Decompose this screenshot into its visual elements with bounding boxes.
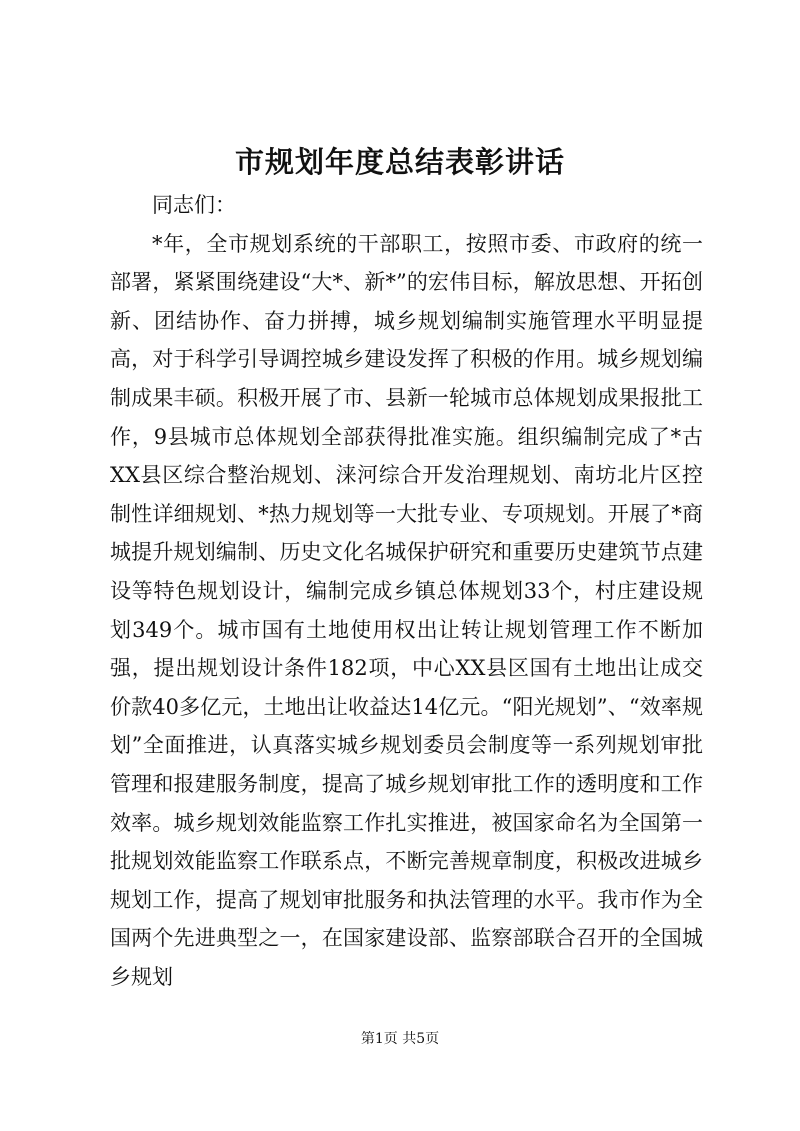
page-number-footer: 第1页 共5页	[360, 1031, 440, 1047]
body-paragraph: *年，全市规划系统的干部职工，按照市委、市政府的统一部署，紧紧围绕建设“大*、新*”的宏伟目标，解放思想、开拓创新、团结协作、奋力拼搏，城乡规划编制实施管理水平明显提高，对于科学引导调控城乡建设发挥了积极的作用。城乡规划编制成果丰硕。积极开展了市、县新一轮城市总体规划成果报批工作，9县城市总体规划全部获得批准实施。组织编制完成了*古XX县区综合整治规划、涞河综合开发治理规划、南坊北片区控制性详细规划、*热力规划等一大批专业、专项规划。开展了*商城提升规划编制、历史文化名城保护研究和重要历史建筑节点建设等特色规划设计，编制完成乡镇总体规划33个，村庄建设规划349个。城市国有土地使用权出让转让规划管理工作不断加强，提出规划设计条件182项，中心XX县区国有土地出让成交价款40多亿元，土地出让收益达14亿元。“阳光规划”、“效率规划”全面推进，认真落实城乡规划委员会制度等一系列规划审批管理和报建服务制度，提高了城乡规划审批工作的透明度和工作效率。城乡规划效能监察工作扎实推进，被国家命名为全国第一批规划效能监察工作联系点，不断完善规章制度，积极改进城乡规划工作，提高了规划审批服务和执法管理的水平。我市作为全国两个先进典型之一，在国家建设部、监察部联合召开的全国城乡规划	[110, 231, 703, 989]
document-title: 市规划年度总结表彰讲话	[234, 145, 565, 179]
salutation: 同志们：	[152, 193, 236, 217]
document-body	[110, 186, 703, 996]
